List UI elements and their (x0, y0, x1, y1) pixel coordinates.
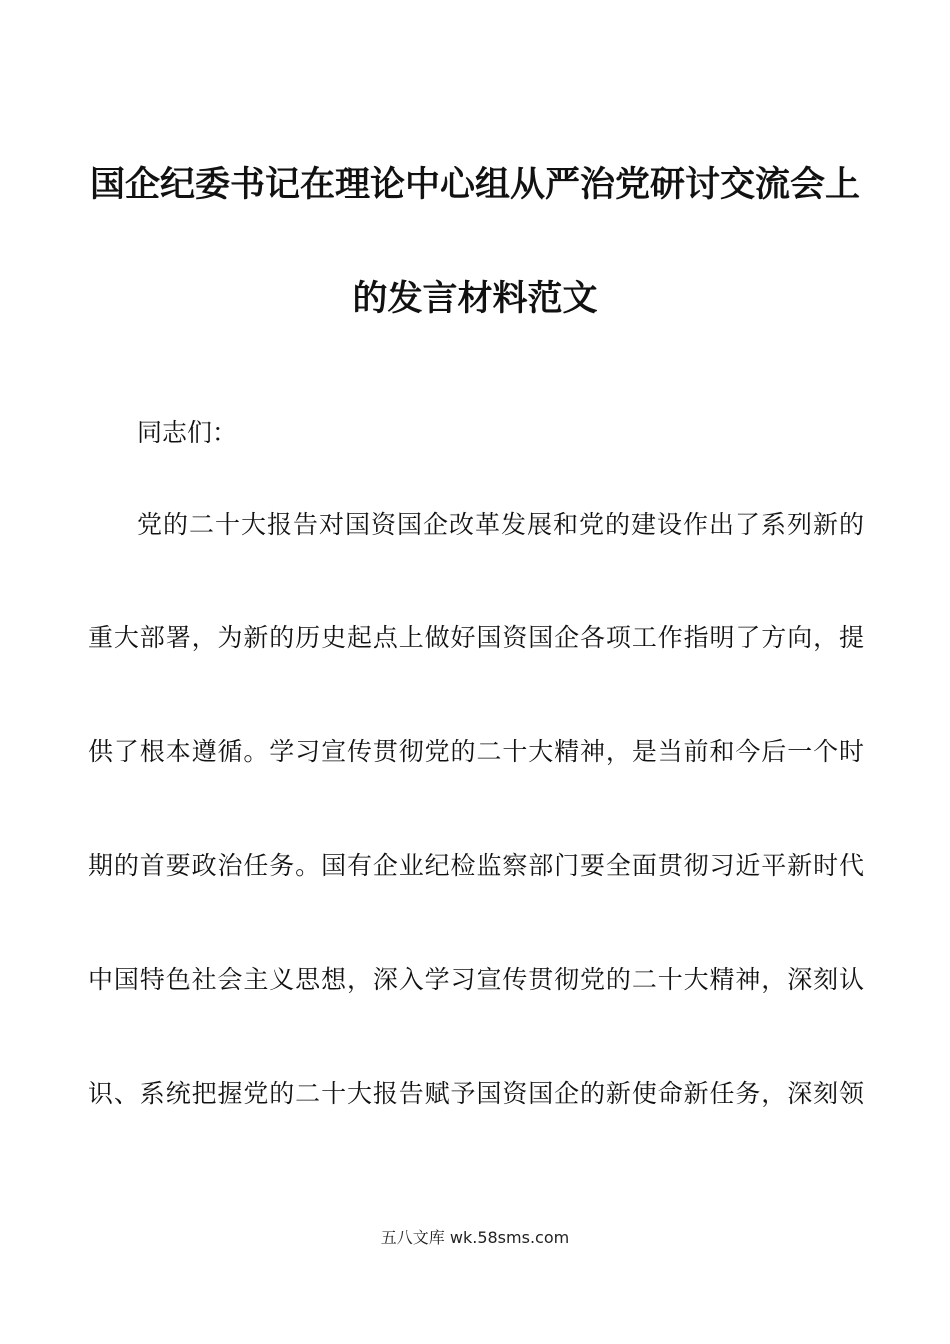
paragraph-line: 党的二十大报告对国资国企改革发展和党的建设作出了系列新的 (137, 510, 864, 539)
paragraph-line: 中国特色社会主义思想，深入学习宣传贯彻党的二十大精神，深刻认 (88, 965, 864, 994)
paragraph-line: 期的首要政治任务。国有企业纪检监察部门要全面贯彻习近平新时代 (88, 851, 864, 880)
footer-watermark-text: 五八文库 wk.58sms.com (380, 1228, 570, 1247)
paragraph-line: 识、系统把握党的二十大报告赋予国资国企的新使命新任务，深刻领 (88, 1079, 864, 1108)
paragraph-line: 重大部署，为新的历史起点上做好国资国企各项工作指明了方向，提 (88, 623, 864, 652)
paragraph-line: 供了根本遵循。学习宣传贯彻党的二十大精神，是当前和今后一个时 (88, 737, 864, 766)
greeting: 同志们： (137, 418, 238, 447)
document-title-line-1: 国企纪委书记在理论中心组从严治党研讨交流会上 (89, 165, 860, 205)
document-title-line-2: 的发言材料范文 (352, 279, 598, 319)
